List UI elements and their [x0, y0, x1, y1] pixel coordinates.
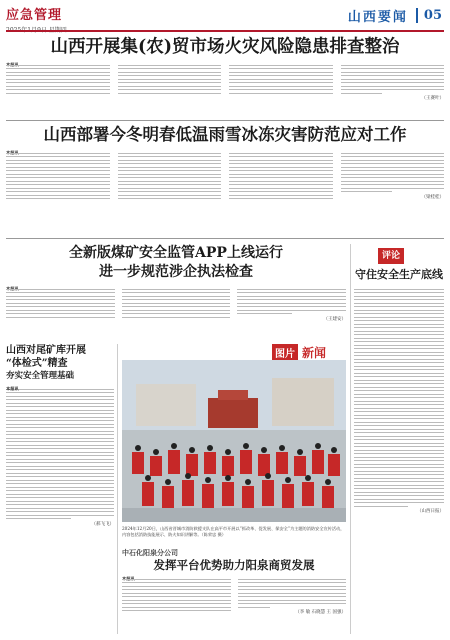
photo-tag: 图片: [272, 344, 298, 361]
article1-headline: 山西开展集(农)贸市场火灾风险隐患排查整治: [50, 37, 400, 57]
column-divider: [350, 244, 351, 634]
article3-headline-line2: 进一步规范涉企执法检查: [99, 264, 253, 280]
article1-body: [6, 62, 444, 116]
column-divider: [117, 344, 118, 634]
article1-source: （王赛叶）: [421, 96, 444, 101]
article4-source: （郝飞飞）: [91, 521, 114, 527]
article3-source: （王建安）: [323, 316, 346, 322]
article2-body: [6, 150, 444, 234]
article3-headline: [6, 244, 346, 282]
news-photo: [122, 360, 346, 522]
header-rule: [6, 30, 444, 32]
divider: [6, 120, 444, 121]
article4-body: [6, 386, 114, 634]
article5-source: （李 敏 石晓慧 王 国强）: [295, 610, 346, 615]
photo-tag-suffix: 新闻: [302, 346, 327, 360]
article4-headline-line2: “体检式”精查: [6, 358, 68, 369]
section-title: 山西要闻: [347, 10, 408, 25]
commentary-headline: 守住安全生产底线: [355, 268, 443, 281]
article5-company: 中石化阳泉分公司: [122, 548, 178, 557]
article3-body: [6, 286, 346, 338]
newspaper-brand: 应急管理: [6, 8, 63, 23]
article3-headline-line1: 全新版煤矿安全监管APP上线运行: [69, 245, 283, 261]
page-number: 05: [416, 8, 442, 23]
commentary-tag: 评论: [378, 248, 404, 264]
divider: [6, 238, 444, 239]
commentary-body: [354, 286, 444, 634]
article5-headline: 发挥平台优势助力阳泉商贸发展: [153, 558, 315, 572]
article2-headline: 山西部署今冬明春低温雨雪冰冻灾害防范应对工作: [43, 125, 407, 144]
news-photo-image: [122, 360, 346, 522]
article5-body: [122, 576, 346, 634]
photo-caption: [122, 526, 346, 538]
article4-headline: [6, 344, 114, 382]
article4-lead: 本报讯: [6, 386, 19, 391]
photo-news-tag: [272, 344, 326, 361]
article4-subline: 夯实安全管理基础: [6, 371, 75, 381]
article2-source: （梁桂桂）: [421, 194, 444, 200]
photo-caption-text: 2024年12月20日，山西省晋城市消防救援支队在高平市开展以“抓改革、促发展、保安全”为主题的消防安全宣传活动，内容包括消防技能展示、防火知识讲解等。: [122, 526, 345, 537]
commentary-author: （山西日报）: [417, 509, 444, 514]
article4-headline-line1: 山西对尾矿库开展: [6, 345, 86, 356]
photo-credit: （陈荣忠 摄）: [201, 532, 226, 537]
